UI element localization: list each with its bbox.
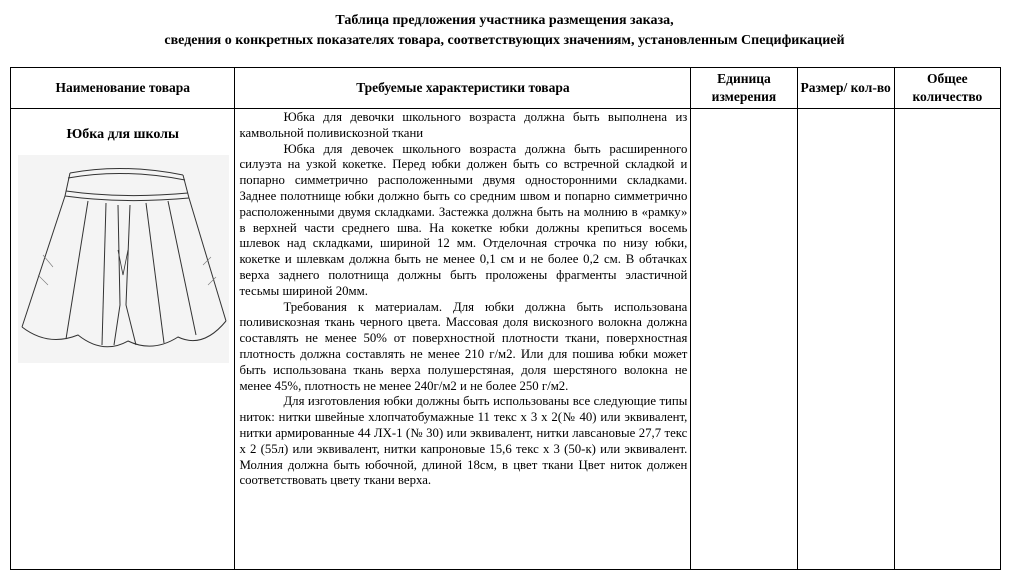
column-header-product-name: Наименование товара: [11, 68, 235, 109]
characteristics-paragraph: Юбка для девочки школьного возраста должна быть выполнена из камвольной поливискозной ткани: [239, 110, 688, 140]
characteristics-paragraph: Для изготовления юбки должны быть использованы все следующие типы ниток: нитки швейные хлопчатобумажные 11 текс х 3 х 2(№ 40) или эквивалент, нитки армированные 44 ЛХ-1 (№ 30) или эквивалент, нитки лавсановые 27,7 текс х 2 (55л) или эквивалент, нитки капроновые 15,6 текс х 3 (50-к) или эквивалент. Молния должна быть юбочной, длиной 18см, в цвет ткани Цвет ниток должен соответствовать цвету ткани верха.: [239, 394, 688, 488]
cell-product: [11, 109, 235, 570]
column-header-characteristics: Требуемые характеристики товара: [235, 68, 691, 109]
cell-size-qty: [797, 109, 894, 570]
cell-total-qty: [894, 109, 1000, 570]
column-header-size-qty: Размер/ кол-во: [797, 68, 894, 109]
specification-table: [10, 67, 1001, 570]
characteristics-paragraph: Юбка для девочек школьного возраста должна быть расширенного силуэта на узкой кокетке. Перед юбки должен быть со встречной складкой и попарно симметрично расположенными двумя односторонними складками. Заднее полотнище юбки должно быть со средним швом и попарно симметрично расположенными двумя складками. Застежка должна быть на молнию в «рамку» в верхней части среднего шва. На кокетке юбки должны крепиться восемь шлевок над складками, шириной 12 мм. Отделочная строчка по низу юбки, кокетке и шлевкам должна быть не менее 0,1 см и не более 0,2 см. В обтачках верха заднего полотнища должны быть проложены фрагменты эластичной тесьмы шириной 20мм.: [239, 141, 688, 298]
characteristics-text: [235, 109, 690, 491]
cell-characteristics: [235, 109, 691, 570]
column-header-unit: Единица измерения: [691, 68, 797, 109]
cell-unit: [691, 109, 797, 570]
document-title-line-2: сведения о конкретных показателях товара, соответствующих значениям, установленным Спецификацией: [164, 33, 845, 48]
product-name: Юбка для школы: [66, 127, 179, 142]
table-row: [11, 109, 1001, 570]
document-title-line-1: Таблица предложения участника размещения заказа,: [335, 13, 674, 28]
characteristics-paragraph: Требования к материалам. Для юбки должна быть использована поливискозная ткань черного цвета. Массовая доля вискозного волокна должна составлять не менее 50% от поверхностной плотности ткани, поверхностная плотность должна составлять не менее 210 г/м2. Или для пошива юбки может быть использована ткань верха полушерстяная, доля шерстяного волокна не менее 45%, плотность не менее 240г/м2 и не более 250 г/м2.: [239, 299, 688, 393]
column-header-total-qty: Общее количество: [894, 68, 1000, 109]
skirt-sketch-image: [18, 155, 229, 363]
table-header-row: [11, 68, 1001, 109]
